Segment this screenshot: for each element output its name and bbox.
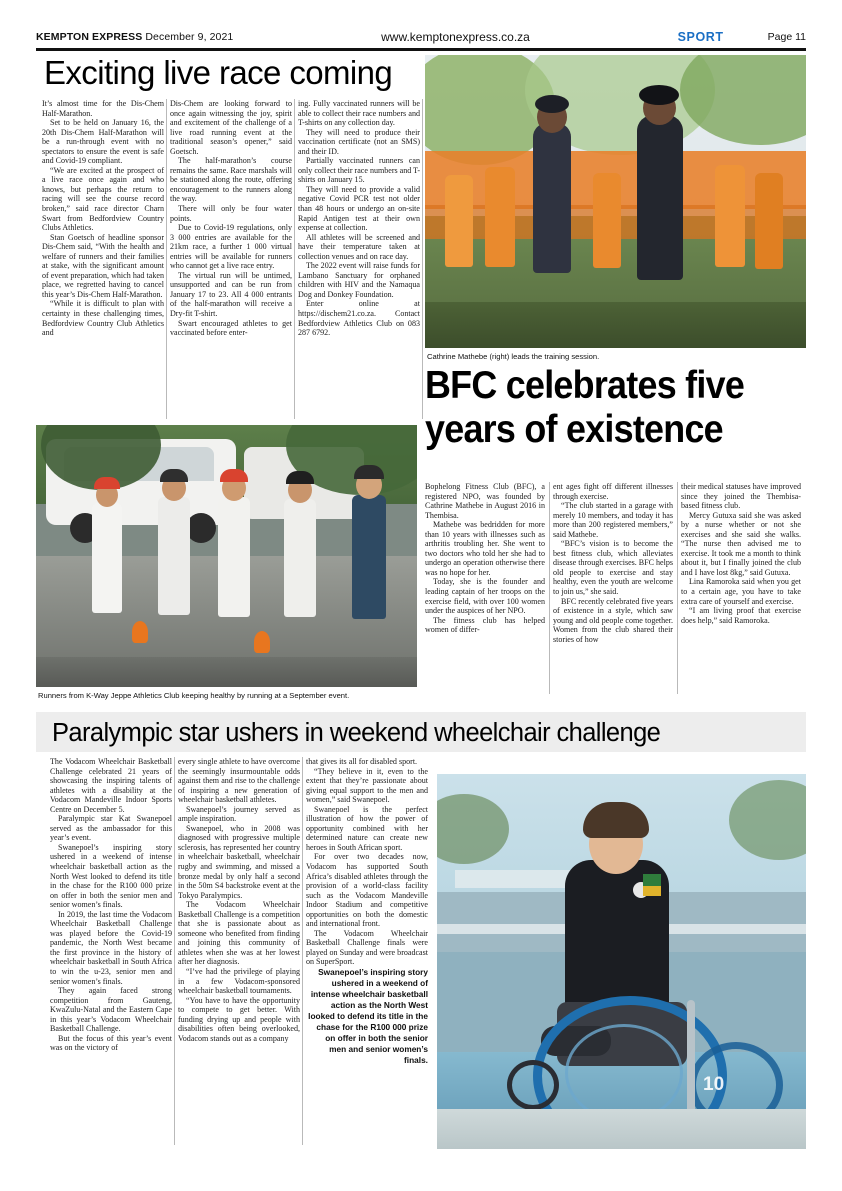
paragraph: Due to Covid-19 regulations, only 3 000 entries are available for the 21km race, a further 1 000 virtual entries will be available for runners who cannot get a live race entry. [170,223,292,271]
article3-column-2 [178,757,300,1147]
article1-headline: Exciting live race coming [44,54,393,91]
paragraph: For over two decades now, Vodacom has supported South Africa’s disabled athletes through the provision of a world-class facility such as the Vodacom Mandeville Indoor Stadium and competitive opportunities on both the domestic and international front. [306,852,428,929]
paragraph: Mathebe was bedridden for more than 10 years with illnesses such as arthritis troubling her. She went to two doctors who told her she had to undergo an operation otherwise there was no hope for her. [425,520,545,577]
article2-column-3 [681,482,801,697]
paragraph: their medical statuses have improved since they joined the Thembisa-based fitness club. [681,482,801,511]
paragraph: BFC recently celebrated five years of existence in a style, which saw young and old people come together. Women from the club shared their stories of how [553,596,673,644]
paragraph: Today, she is the founder and leading captain of her troops on the exercise field, with over 100 women under the auspices of her NPO. [425,577,545,616]
paragraph: Paralympic star Kat Swanepoel served as the ambassador for this year’s event. [50,814,172,843]
paragraph: Swart encouraged athletes to get vaccinated before enter- [170,318,292,338]
article2-column-1 [425,482,545,697]
training-session-photo [425,55,806,348]
paragraph: Lina Ramoroka said when you get to a certain age, you have to take extra care of yourself and exercise. [681,577,801,606]
paragraph: Enter online at https://dischem21.co.za. Contact Bedfordview Athletics Club on 083 287 6792. [298,299,420,338]
paragraph: They will need to provide a valid negative Covid PCR test not older than 48 hours or undergo an on-site Rapid Antigen test at their own expense at collection. [298,184,420,233]
runners-photo [36,425,417,687]
paragraph: Partially vaccinated runners can only collect their race numbers and T-shirts on January 15. [298,156,421,185]
paragraph: ing. Fully vaccinated runners will be able to collect their race numbers and T-shirts on any collection day. [298,99,420,128]
paragraph: The 2022 event will raise funds for Lambano Sanctuary for orphaned children with HIV and the Namaqua Dog and Donkey Foundation. [298,261,420,299]
paragraph: In 2019, the last time the Vodacom Wheelchair Basketball Challenge was played before the Covid-19 pandemic, the North West became the first province in the history of wheelchair basketball in South Africa to win the u-23, senior men and senior women’s finals. [50,909,172,986]
paragraph: But the focus of this year’s event was on the victory of [50,1033,172,1053]
paragraph: ent ages fight off different illnesses through exercise. [553,482,673,501]
column-divider [677,482,678,694]
paragraph: There will only be four water points. [170,204,292,223]
paragraph: The Vodacom Wheelchair Basketball Challenge celebrated 21 years of showcasing the inspiring talents of athletes with a disability at the Vodacom Mandeville Indoor Sports Centre on December 5. [50,757,172,814]
paragraph: The virtual run will be untimed, unsupported and can be run from January 17 to 23. All 4 000 entrants of the half-marathon will receive a Dry-fit T-shirt. [170,270,292,319]
masthead-publication [36,31,233,43]
masthead-section: SPORT [677,30,724,44]
publication-name: KEMPTON EXPRESS [36,31,143,43]
column-divider [294,99,295,419]
masthead-rule [36,48,806,51]
article2-column-2 [553,482,673,697]
paragraph: “BFC’s vision is to become the best fitness club, which alleviates disease through exercises. BFC helps old people to exercise and stay healthy, even the youth are welcome to join us,” she said. [553,539,674,597]
paragraph: Swanepoel’s inspiring story ushered in a weekend of intense wheelchair basketball action as the North West looked to defend its title in the chase for the R100 000 prize on offer in both the senior men and senior women’s finals. [50,842,172,910]
article2-headline-line2: years of existence [425,408,723,451]
paragraph: “We are excited at the prospect of a live race once again and who knows, but perhaps the return to racing will see the course record broken,” said race director Charn Swart from Bedfordview Country Clubs Athletics. [42,165,164,233]
article3-column-1 [50,757,172,1147]
article3-headline: Paralympic star ushers in weekend wheelchair challenge [52,719,661,747]
article1-column-3 [298,99,420,419]
paragraph: Bophelong Fitness Club (BFC), a registered NPO, was founded by Cathrine Mathebe in August 2016 in Thembisa. [425,482,545,520]
paragraph: Swanepoel’s journey served as ample inspiration. [178,804,300,824]
paragraph: Set to be held on January 16, the 20th Dis-Chem Half-Marathon will be a run-through event with no spectators to ensure the event is safe and Covid-19 compliant. [42,118,164,166]
masthead-page-number: Page 11 [767,31,806,43]
paragraph: Swanepoel is the perfect illustration of how the power of opportunity combined with her determined nature can create new heroes in South African sport. [306,804,428,852]
paragraph: They will need to produce their vaccination certificate (not an SMS) and their ID. [298,127,420,156]
paragraph: The Vodacom Wheelchair Basketball Challenge finals were played on Sunday and were broadcast on SuperSport. [306,928,428,967]
article3-column-3 [306,757,428,1147]
paragraph: Swanepoel, who in 2008 was diagnosed with progressive multiple sclerosis, has represented her country in wheelchair basketball, wheelchair rugby and swimming, and missed a bronze medal by only half a second in the 50m S4 backstroke event at the Tokyo Paralympics. [178,823,300,900]
publication-date: December 9, 2021 [145,31,234,43]
masthead-website[interactable]: www.kemptonexpress.co.za [381,30,530,44]
paragraph: “You have to have the opportunity to compete to get better. With funding drying up and people with disabilities often being overlooked, Vodacom stands out as a company [178,995,300,1043]
article1-column-2 [170,99,292,419]
column-divider [549,482,550,694]
paragraph: The Vodacom Wheelchair Basketball Challenge is a competition that she is passionate about as someone who benefited from finding and joining this community of athletes when she was at her lowest after her diagnosis. [178,900,301,967]
paragraph: The fitness club has helped women of differ- [425,615,545,635]
paragraph: every single athlete to have overcome the seemingly insurmountable odds against them and rise to the challenge of inspiring a new generation of wheelchair basketball athletes. [178,757,300,805]
paragraph: It’s almost time for the Dis-Chem Half-Marathon. [42,99,164,118]
column-divider [174,757,175,1145]
paragraph: “They believe in it, even to the extent that they’re passionate about giving equal support to the men and women,” said Swanepoel. [306,766,428,805]
paragraph: Stan Goetsch of headline sponsor Dis-Chem said, “With the health and welfare of runners and their families at stake, with the significant amount of event preparation, which had taken place, we regretted having to cancel this year’s Dis-Chem Half-Marathon. [42,232,164,299]
runners-photo-caption: Runners from K-Way Jeppe Athletics Club keeping healthy by running at a September event. [38,691,350,700]
article2-headline-line1: BFC celebrates five [425,364,745,407]
column-divider [302,757,303,1145]
paragraph: They again faced strong competition from Gauteng, KwaZulu-Natal and the Eastern Cape in this year’s Vodacom Wheelchair Basketball Challenge. [50,986,172,1034]
paragraph: “I am living proof that exercise does help,” said Ramoroka. [681,606,801,625]
paragraph: “I’ve had the privilege of playing in a few Vodacom-sponsored wheelchair basketball tournaments. [178,967,300,996]
wheelchair-athlete-photo: 10 [437,774,806,1149]
paragraph: All athletes will be screened and have their temperature taken at collection venues and on race day. [298,232,420,261]
training-photo-caption: Cathrine Mathebe (right) leads the training session. [427,352,600,361]
column-divider [166,99,167,419]
paragraph: The half-marathon’s course remains the same. Race marshals will be stationed along the route, offering encouragement to the runners along the way. [170,156,292,204]
article1-column-1 [42,99,164,419]
article3-pullquote: Swanepoel’s inspiring story ushered in a weekend of intense wheelchair basketball action as the North West looked to defend its title in the chase for the R100 000 prize on offer in both the senior men and senior women’s finals. [308,967,428,1066]
paragraph: Mercy Gutuxa said she was asked by a nurse whether or not she exercises and she said she walks. “The nurse then advised me to exercise. It took me a month to think about it, but I finally joined the club and I have lost 8kg,” said Gutuxa. [681,510,801,577]
masthead [36,26,806,48]
column-divider [422,99,423,419]
article2-headline [425,364,779,452]
paragraph: “While it is difficult to plan with certainty in these challenging times, Bedfordview Country Club Athletics and [42,299,164,338]
paragraph: that gives its all for disabled sport. [306,757,418,766]
paragraph: Dis-Chem are looking forward to once again witnessing the joy, spirit and excitement of the challenge of a live road running event at the traditional season’s opener,” said Goetsch. [170,99,292,156]
paragraph: “The club started in a garage with merely 10 members, and today it has more than 200 registered members,” said Mathebe. [553,501,673,539]
